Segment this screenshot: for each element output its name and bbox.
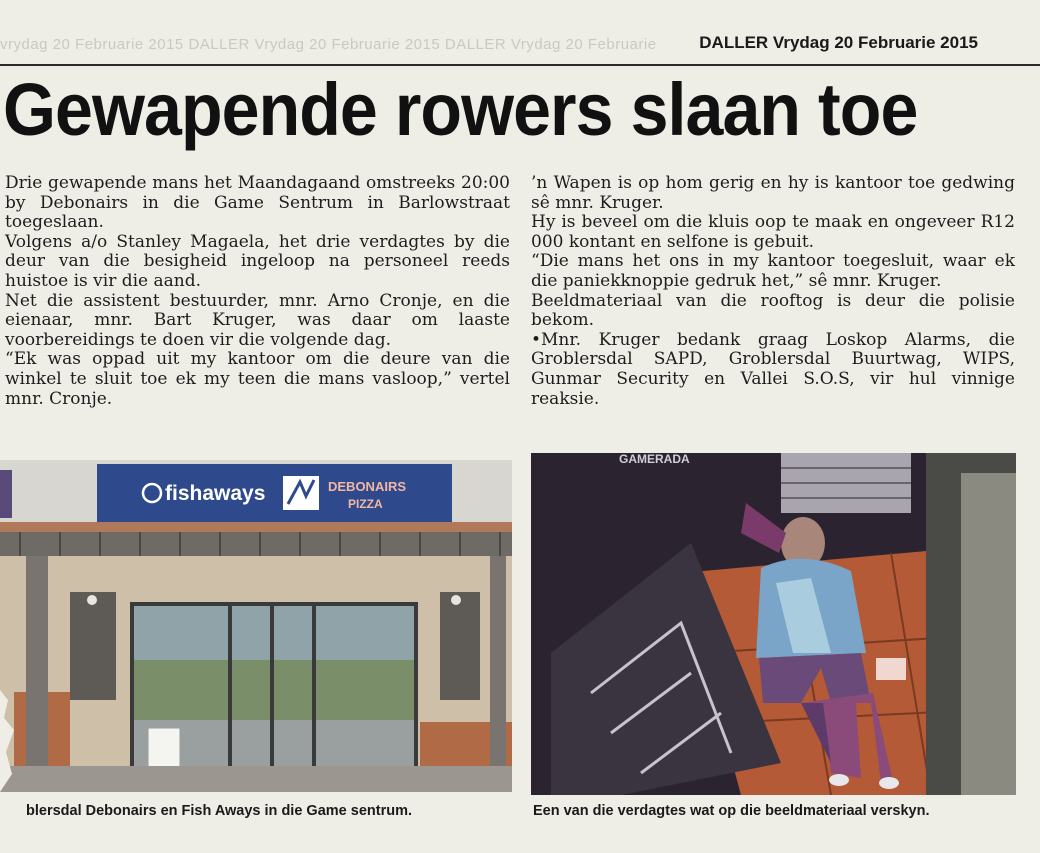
article-column-right — [531, 174, 1015, 409]
cctv-overlay-text: GAMERADA — [619, 453, 690, 466]
paragraph: Volgens a/o Stanley Magaela, het drie verdagtes by die deur van die besigheid ingeloop na personeel reeds huistoe is vir die aand. — [5, 231, 510, 291]
masthead — [0, 30, 1040, 68]
paragraph: Hy is beveel om die kluis oop te maak en ongeveer R12 000 kontant en selfone is gebuit. — [531, 212, 1015, 252]
headline: Gewapende rowers slaan toe — [3, 68, 918, 151]
paragraph: Beeldmateriaal van die rooftog is deur die polisie bekom. — [531, 290, 1015, 331]
paragraph: “Die mans het ons in my kantoor toegesluit, waar ek die paniekknoppie gedruk het,” sê mnr. Kruger. — [531, 251, 1015, 291]
article-column-left — [5, 174, 510, 409]
paragraph: “Ek was oppad uit my kantoor om die deure van die winkel te sluit toe ek my teen die mans vasloop,” vertel mnr. Cronje. — [5, 349, 510, 409]
cctv-photo — [531, 453, 1016, 795]
pizza-logo-text: PIZZA — [348, 497, 383, 511]
paragraph: •Mnr. Kruger bedank graag Loskop Alarms, die Groblersdal SAPD, Groblersdal Buurtwag, WIPS, Gunmar Security en Vallei S.O.S, vir hul vinnige reaksie. — [531, 329, 1015, 409]
caption-cctv: Een van die verdagtes wat op die beeldmateriaal verskyn. — [533, 803, 930, 819]
paragraph: Drie gewapende mans het Maandagaand omstreeks 20:00 by Debonairs in die Game Sentrum in Barlowstraat toegeslaan. — [5, 173, 510, 233]
running-head: DALLER Vrydag 20 Februarie 2015 — [699, 33, 978, 52]
storefront-photo — [0, 460, 512, 792]
paragraph: ’n Wapen is op hom gerig en hy is kantoor toe gedwing sê mnr. Kruger. — [531, 173, 1015, 213]
faded-masthead-strip: vrydag 20 Februarie 2015 DALLER Vrydag 20 Februarie 2015 DALLER Vrydag 20 Februarie — [0, 36, 657, 53]
caption-storefront: blersdal Debonairs en Fish Aways in die Game sentrum. — [26, 803, 412, 819]
paragraph: Net die assistent bestuurder, mnr. Arno Cronje, en die eienaar, mnr. Bart Kruger, was daar om laaste voorbereidings te doen vir die volgende dag. — [5, 290, 510, 350]
debonairs-logo-text: DEBONAIRS — [328, 479, 407, 494]
header-rule — [0, 64, 1040, 66]
fishaways-logo-text: fishaways — [165, 482, 266, 505]
